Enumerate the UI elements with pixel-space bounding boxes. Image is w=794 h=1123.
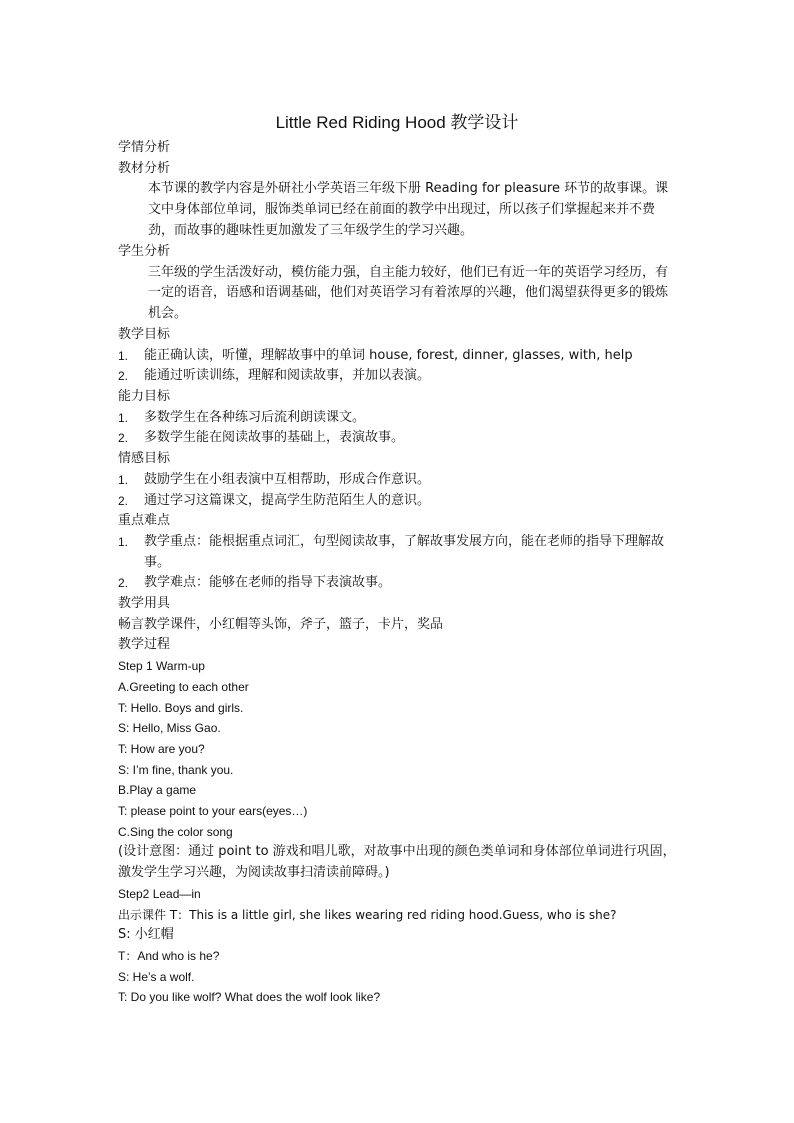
paragraph-jiaocai: 本节课的教学内容是外研社小学英语三年级下册 Reading for pleasure 环节的故事课。课文中身体部位单词，服饰类单词已经在前面的教学中出现过，所以孩子们掌握起来并不费劲，而故事的趣味性更加激发了三年级学生的学习兴趣。 [148,181,669,238]
heading-guocheng: 教学过程 [118,637,171,653]
process-line: Step 1 Warm-up [118,659,205,674]
list-item [118,346,680,367]
list-item [118,491,680,512]
heading-xuesheng: 学生分析 [118,243,171,259]
heading-qinggan: 情感目标 [118,451,171,467]
heading-xueqing: 学情分析 [118,140,171,155]
list-number: 2. [118,493,129,508]
heading-mubiao: 教学目标 [118,326,171,342]
list-number: 2. [118,576,129,591]
process-line: B.Play a game [118,783,197,798]
process-line: T：And who is he? [118,948,220,963]
process-line: 出示课件 T：This is a little girl, she likes wearing red riding hood.Guess, who is she? [118,907,617,922]
document-body [118,138,680,1008]
heading-jiaocai: 教材分析 [118,160,171,176]
heading-yongju: 教学用具 [118,596,171,612]
process-line: A.Greeting to each other [118,679,249,694]
process-line: S: He’s a wolf. [118,969,195,984]
list-item [118,408,680,429]
heading-zhongdian: 重点难点 [118,513,171,529]
process-line: C.Sing the color song [118,824,233,839]
list-item [118,428,680,449]
list-number: 1. [118,534,129,549]
process-line: S: Hello, Miss Gao. [118,721,221,736]
list-number: 2. [118,369,129,384]
list-item [118,366,680,387]
paragraph-yongju: 畅言教学课件，小红帽等头饰，斧子，篮子，卡片，奖品 [118,616,444,632]
list-number: 2. [118,431,129,446]
process-line: T: please point to your ears(eyes…) [118,804,308,819]
process-line: S: I’m fine, thank you. [118,762,234,777]
list-item [118,532,680,573]
list-text: 能通过听读训练，理解和阅读故事，并加以表演。 [144,368,431,384]
process-line: T: How are you? [118,741,205,756]
list-text: 鼓励学生在小组表演中互相帮助，形成合作意识。 [144,471,431,487]
list-item [118,470,680,491]
paragraph-xuesheng: 三年级的学生活泼好动，模仿能力强，自主能力较好，他们已有近一年的英语学习经历，有一定的语音，语感和语调基础，他们对英语学习有着浓厚的兴趣，他们渴望获得更多的锻炼机会。 [148,264,669,322]
process-line: T: Hello. Boys and girls. [118,700,244,715]
heading-nengli: 能力目标 [118,389,171,404]
list-text: 教学重点：能根据重点词汇，句型阅读故事，了解故事发展方向，能在老师的指导下理解故事。 [144,533,665,570]
list-text: 能正确认读，听懂，理解故事中的单词 house, forest, dinner, glasses, with, help [144,347,633,363]
list-text: 通过学习这篇课文，提高学生防范陌生人的意识。 [144,492,431,508]
process-line: Step2 Lead—in [118,886,201,901]
list-text: 多数学生能在阅读故事的基础上，表演故事。 [144,430,405,446]
process-line: S: 小红帽 [118,927,174,943]
design-intent-note: (设计意图：通过 point to 游戏和唱儿歌，对故事中出现的颜色类单词和身体部位单词进行巩固，激发学生学习兴趣，为阅读故事扫清读前障碍。) [118,844,676,881]
list-number: 1. [118,410,129,425]
list-item [118,573,680,594]
process-line: T: Do you like wolf? What does the wolf look like? [118,990,381,1005]
list-text: 教学难点：能够在老师的指导下表演故事。 [144,575,392,591]
document-title: Little Red Riding Hood 教学设计 [275,113,519,132]
list-number: 1. [118,348,129,363]
list-text: 多数学生在各种练习后流利朗读课文。 [144,409,366,425]
list-number: 1. [118,472,129,487]
